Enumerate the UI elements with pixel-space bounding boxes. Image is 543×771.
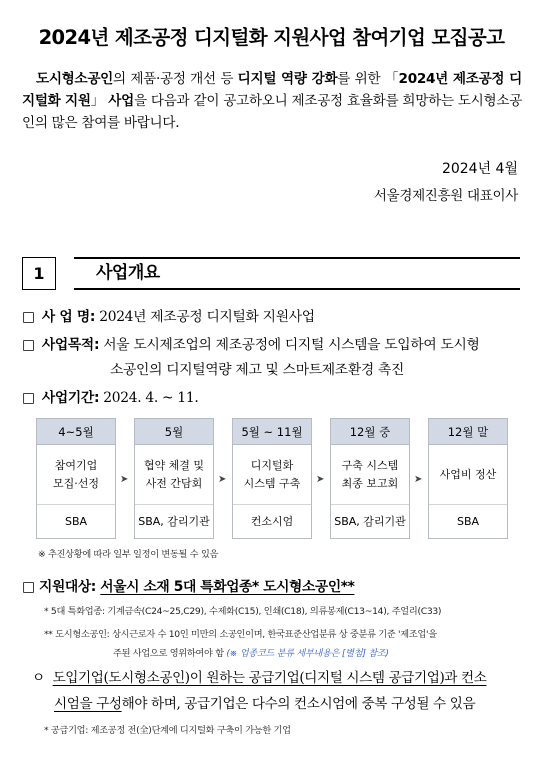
checkbox-square-icon: □ <box>22 579 35 595</box>
stage-owner: SBA <box>456 515 480 528</box>
support-target-value: 서울시 소재 5대 특화업종* 도시형소공인** <box>100 579 355 595</box>
intro-paragraph <box>22 68 522 134</box>
timeline-stage <box>330 418 410 539</box>
stage-owner: 컨소시엄 <box>250 515 294 528</box>
stage-task: 사업비 정산 <box>429 445 507 505</box>
section-header <box>22 257 520 291</box>
stage-period: 5월 ~ 11월 <box>233 419 311 445</box>
support-target-row <box>22 575 354 595</box>
footnote-supplier: * 공급기업: 제조공정 전(全)단계에 디지털화 구축이 가능한 기업 <box>44 725 291 736</box>
consortium-line2 <box>54 691 475 717</box>
stage-period: 12월 말 <box>429 419 507 445</box>
arrow-right-icon: ➤ <box>120 474 129 485</box>
intro-text: 디지털 역량 강화 <box>237 71 338 87</box>
intro-text: 의 제품·공정 개선 등 <box>113 71 238 87</box>
checkbox-square-icon: □ <box>22 390 35 406</box>
intro-text: 을 다음과 같이 공고하오니 제조공정 효율화를 희망하는 도시형소공인의 많은 참여를 바랍니다. <box>22 93 522 131</box>
stage-period: 5월 <box>135 419 213 445</box>
timeline-stage <box>232 418 312 539</box>
business-name-value: 2024년 제조공정 디지털화 지원사업 <box>99 309 315 325</box>
organization-name: 서울경제진흥원 대표이사 <box>373 188 518 204</box>
footnote-text: 주된 사업으로 영위하여야 함 <box>113 648 224 659</box>
consortium-line1 <box>32 665 486 691</box>
consortium-text: 도입기업(도시형소공인)이 원하는 공급기업(디지털 시스템 공급기업)과 컨소 <box>52 670 487 686</box>
footnote-reference: (※ 업종코드 분류 세부내용은 [별첨] 참조) <box>226 648 389 659</box>
stage-owner: SBA <box>64 515 88 528</box>
stage-task: 협약 체결 및 사전 간담회 <box>135 445 213 505</box>
stage-period: 12월 중 <box>331 419 409 445</box>
consortium-text: 해야 하며, 공급기업은 다수의 컨소시엄에 중복 구성될 수 있음 <box>121 696 476 712</box>
page-title: 2024년 제조공정 디지털화 지원사업 참여기업 모집공고 <box>38 26 505 49</box>
timeline-stage <box>134 418 214 539</box>
intro-text: 도시형소공인 <box>36 71 113 87</box>
stage-task: 참여기업 모집·선정 <box>37 445 115 505</box>
checkbox-square-icon: □ <box>22 309 35 325</box>
intro-text: 」 <box>90 93 109 109</box>
intro-text: 사업 <box>108 93 134 109</box>
checkbox-square-icon: □ <box>22 337 35 353</box>
consortium-text: 시엄을 구성 <box>54 696 122 712</box>
stage-task: 디지털화 시스템 구축 <box>233 445 311 505</box>
stage-period: 4~5월 <box>37 419 115 445</box>
timeline-stage <box>36 418 116 539</box>
intro-text: 2024년 제조공정 디지털화 지원 <box>22 71 522 109</box>
business-purpose-label: 사업목적: <box>41 337 100 353</box>
intro-text: 를 위한 「 <box>337 71 399 87</box>
arrow-right-icon: ➤ <box>316 474 325 485</box>
business-name-label: 사 업 명: <box>41 309 96 325</box>
stage-task: 구축 시스템 최종 보고회 <box>331 445 409 505</box>
stage-owner: SBA, 감리기관 <box>138 515 210 528</box>
schedule-timeline <box>36 418 522 540</box>
stage-owner: SBA, 감리기관 <box>334 515 406 528</box>
timeline-stage <box>428 418 508 539</box>
arrow-right-icon: ➤ <box>414 474 423 485</box>
business-name-row <box>22 305 315 325</box>
support-target-label: 지원대상: <box>39 579 96 595</box>
business-purpose-line2: 소공인의 디지털역량 제고 및 스마트제조환경 촉진 <box>110 362 405 378</box>
announcement-date: 2024년 4월 <box>441 161 518 177</box>
business-purpose-row <box>22 333 480 353</box>
schedule-note: ※ 추진상황에 따라 일부 일정이 변동될 수 있음 <box>38 549 219 560</box>
business-period-row <box>22 386 198 406</box>
business-purpose-value: 서울 도시제조업의 제조공정에 디지털 시스템을 도입하여 도시형 <box>103 337 480 353</box>
business-period-label: 사업기간: <box>41 390 100 406</box>
business-period-value: 2024. 4. ~ 11. <box>103 390 199 406</box>
footnote-industries: * 5대 특화업종: 기계금속(C24~25,C29), 수제화(C15), 인쇄(C18), 의류봉제(C13~14), 주얼리(C33) <box>44 606 442 617</box>
footnote-small-manufacturer: ** 도시형소공인: 상시근로자 수 10인 미만의 소공인이며, 한국표준산업분류 상 중분류 기준 '제조업'을 <box>44 629 437 640</box>
section-number: 1 <box>22 257 56 290</box>
footnote-small-manufacturer-cont <box>113 645 389 659</box>
section-title: 사업개요 <box>74 257 520 290</box>
arrow-right-icon: ➤ <box>218 474 227 485</box>
circle-bullet-icon: ㅇ <box>32 670 45 686</box>
